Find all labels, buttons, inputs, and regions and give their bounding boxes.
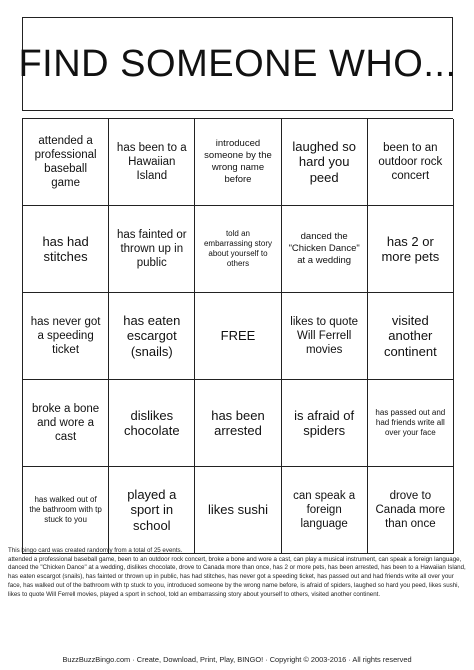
bingo-cell: told an embarrassing story about yourself to others xyxy=(195,206,281,293)
bingo-cell: played a sport in school xyxy=(109,467,195,554)
bingo-cell: has walked out of the bathroom with tp stuck to you xyxy=(23,467,109,554)
bingo-cell: drove to Canada more than once xyxy=(368,467,454,554)
free-space: FREE xyxy=(195,293,281,380)
title-box xyxy=(18,17,457,111)
bingo-cell: likes sushi xyxy=(195,467,281,554)
footer-intro: This bingo card was created randomly from a total of 25 events. xyxy=(8,547,183,554)
bingo-card xyxy=(18,17,457,554)
bingo-cell: attended a professional baseball game xyxy=(23,119,109,206)
bingo-cell: has never got a speeding ticket xyxy=(23,293,109,380)
bingo-cell: has 2 or more pets xyxy=(368,206,454,293)
bingo-cell: has been arrested xyxy=(195,380,281,467)
bingo-cell: can speak a foreign language xyxy=(282,467,368,554)
bingo-cell: has eaten escargot (snails) xyxy=(109,293,195,380)
bingo-cell: laughed so hard you peed xyxy=(282,119,368,206)
bingo-cell: has had stitches xyxy=(23,206,109,293)
bingo-cell: introduced someone by the wrong name before xyxy=(195,119,281,206)
bingo-cell: has passed out and had friends write all over your face xyxy=(368,380,454,467)
bingo-cell: likes to quote Will Ferrell movies xyxy=(282,293,368,380)
card-footer xyxy=(8,547,468,599)
bingo-cell: is afraid of spiders xyxy=(282,380,368,467)
bingo-cell: been to an outdoor rock concert xyxy=(368,119,454,206)
bingo-cell: broke a bone and wore a cast xyxy=(23,380,109,467)
bingo-cell: dislikes chocolate xyxy=(109,380,195,467)
footer-events-list: attended a professional baseball game, been to an outdoor rock concert, broke a bone and wore a cast, can play a musical instrument, can speak a foreign language, danced the "Chicken Dance" at a wedding, dislikes chocolate, drove to Canada more than once, has 2 or more pets, has been arrested, has been to a Hawaiian Island, has eaten escargot (snails), has fainted or thrown up in public, has had stitches, has never got a speeding ticket, has passed out and had friends write all over your face, has walked out of the bathroom with tp stuck to you, introduced someone by the wrong name before, is afraid of spiders, laughed so hard you peed, likes sushi, likes to quote Will Ferrell movies, played a sport in school, told an embarrassing story about yourself to others, visited another continent. xyxy=(8,555,466,598)
bingo-cell: visited another continent xyxy=(368,293,454,380)
card-title: FIND SOMEONE WHO... xyxy=(18,42,457,85)
bingo-cell: danced the "Chicken Dance" at a wedding xyxy=(282,206,368,293)
copyright-line: BuzzBuzzBingo.com · Create, Download, Print, Play, BINGO! · Copyright © 2003-2016 · All rights reserved xyxy=(62,655,412,664)
bingo-cell: has fainted or thrown up in public xyxy=(109,206,195,293)
bingo-grid xyxy=(22,118,453,554)
bingo-cell: has been to a Hawaiian Island xyxy=(109,119,195,206)
